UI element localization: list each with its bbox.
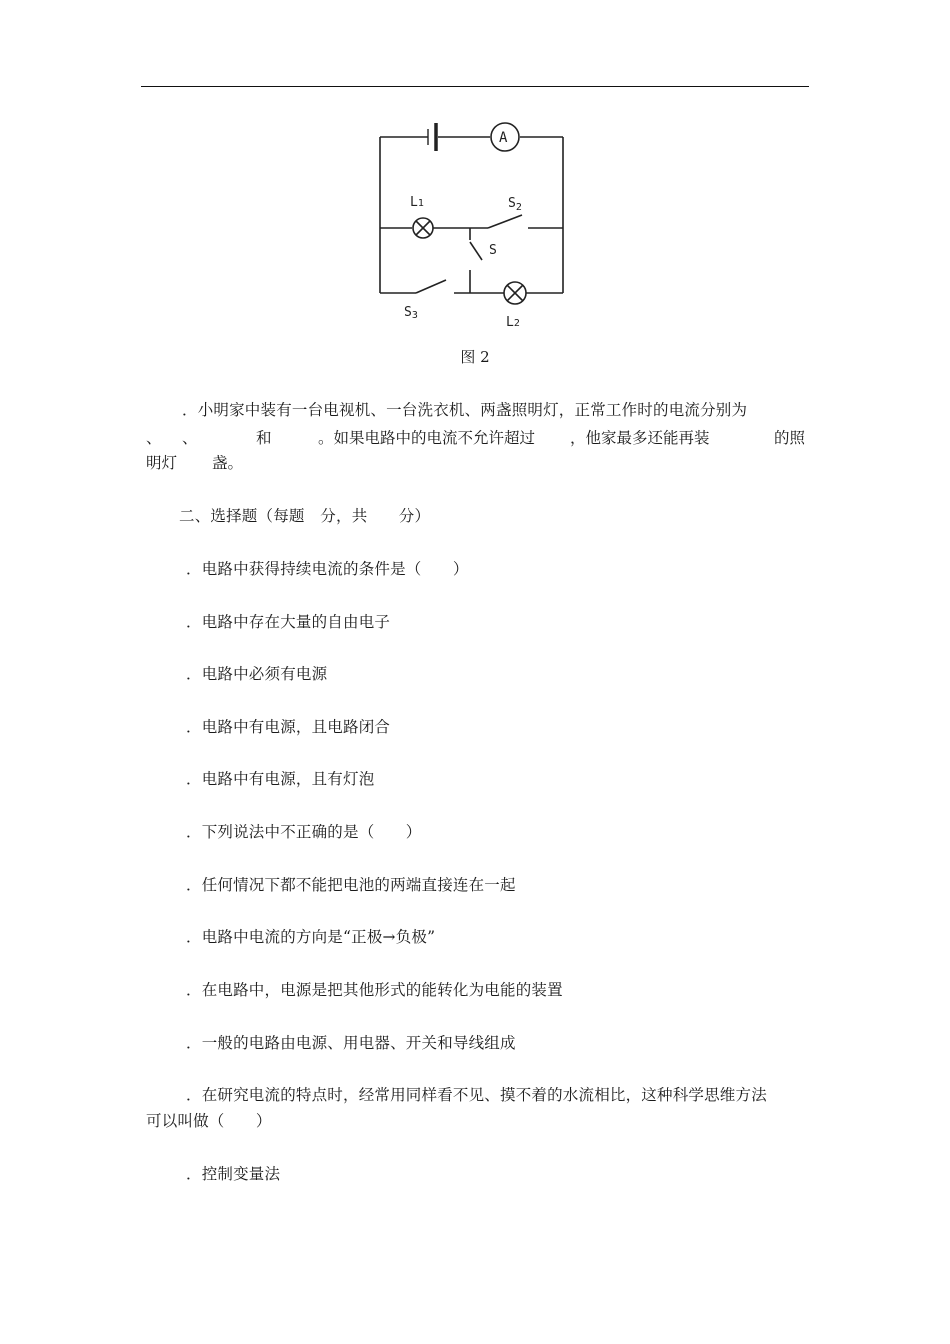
- option-item: ．控制变量法: [186, 1165, 281, 1183]
- question-text: 的照: [774, 429, 806, 447]
- option-item: ．电路中电流的方向是“正极→负极”: [186, 928, 436, 946]
- option-item: ．在电路中，电源是把其他形式的能转化为电能的装置: [186, 981, 563, 999]
- question-text: 盏。: [212, 454, 244, 472]
- l2-label: L2: [506, 315, 520, 330]
- question-stem: ．电路中获得持续电流的条件是（ ）: [186, 560, 469, 578]
- question-blanks-line: [146, 426, 810, 448]
- question-stem-continued: 可以叫做（ ）: [146, 1112, 272, 1130]
- s-label: S: [489, 243, 497, 258]
- option-item: ．电路中存在大量的自由电子: [186, 613, 391, 631]
- circuit-diagram: [370, 120, 580, 334]
- figure-caption: 图 2: [460, 348, 490, 366]
- question-text: ，他家最多还能再装: [570, 429, 710, 447]
- option-item: ．一般的电路由电源、用电器、开关和导线组成: [186, 1034, 516, 1052]
- option-item: ．电路中必须有电源: [186, 665, 328, 683]
- question-stem: ．在研究电流的特点时，经常用同样看不见、摸不着的水流相比，这种科学思维方法: [186, 1086, 767, 1104]
- option-item: ．电路中有电源，且有灯泡: [186, 770, 375, 788]
- question-stem: ．下列说法中不正确的是（ ）: [186, 823, 422, 841]
- question-text: ．小明家中装有一台电视机、一台洗衣机、两盏照明灯，正常工作时的电流分别为: [182, 401, 748, 419]
- option-item: ．任何情况下都不能把电池的两端直接连在一起: [186, 876, 516, 894]
- question-text: 。如果电路中的电流不允许超过: [318, 429, 536, 447]
- section-heading: 二、选择题（每题 分，共 分）: [179, 507, 431, 525]
- l1-label: L1: [410, 195, 424, 210]
- question-text: 明灯: [146, 454, 178, 472]
- s3-label: S3: [404, 305, 418, 321]
- separator: 、: [182, 429, 198, 447]
- separator: 、: [146, 429, 162, 447]
- separator: 和: [256, 429, 272, 447]
- header-rule: [141, 86, 809, 87]
- ammeter-label: A: [499, 130, 508, 146]
- option-item: ．电路中有电源，且电路闭合: [186, 718, 391, 736]
- s2-label: $S_2$: [508, 196, 522, 213]
